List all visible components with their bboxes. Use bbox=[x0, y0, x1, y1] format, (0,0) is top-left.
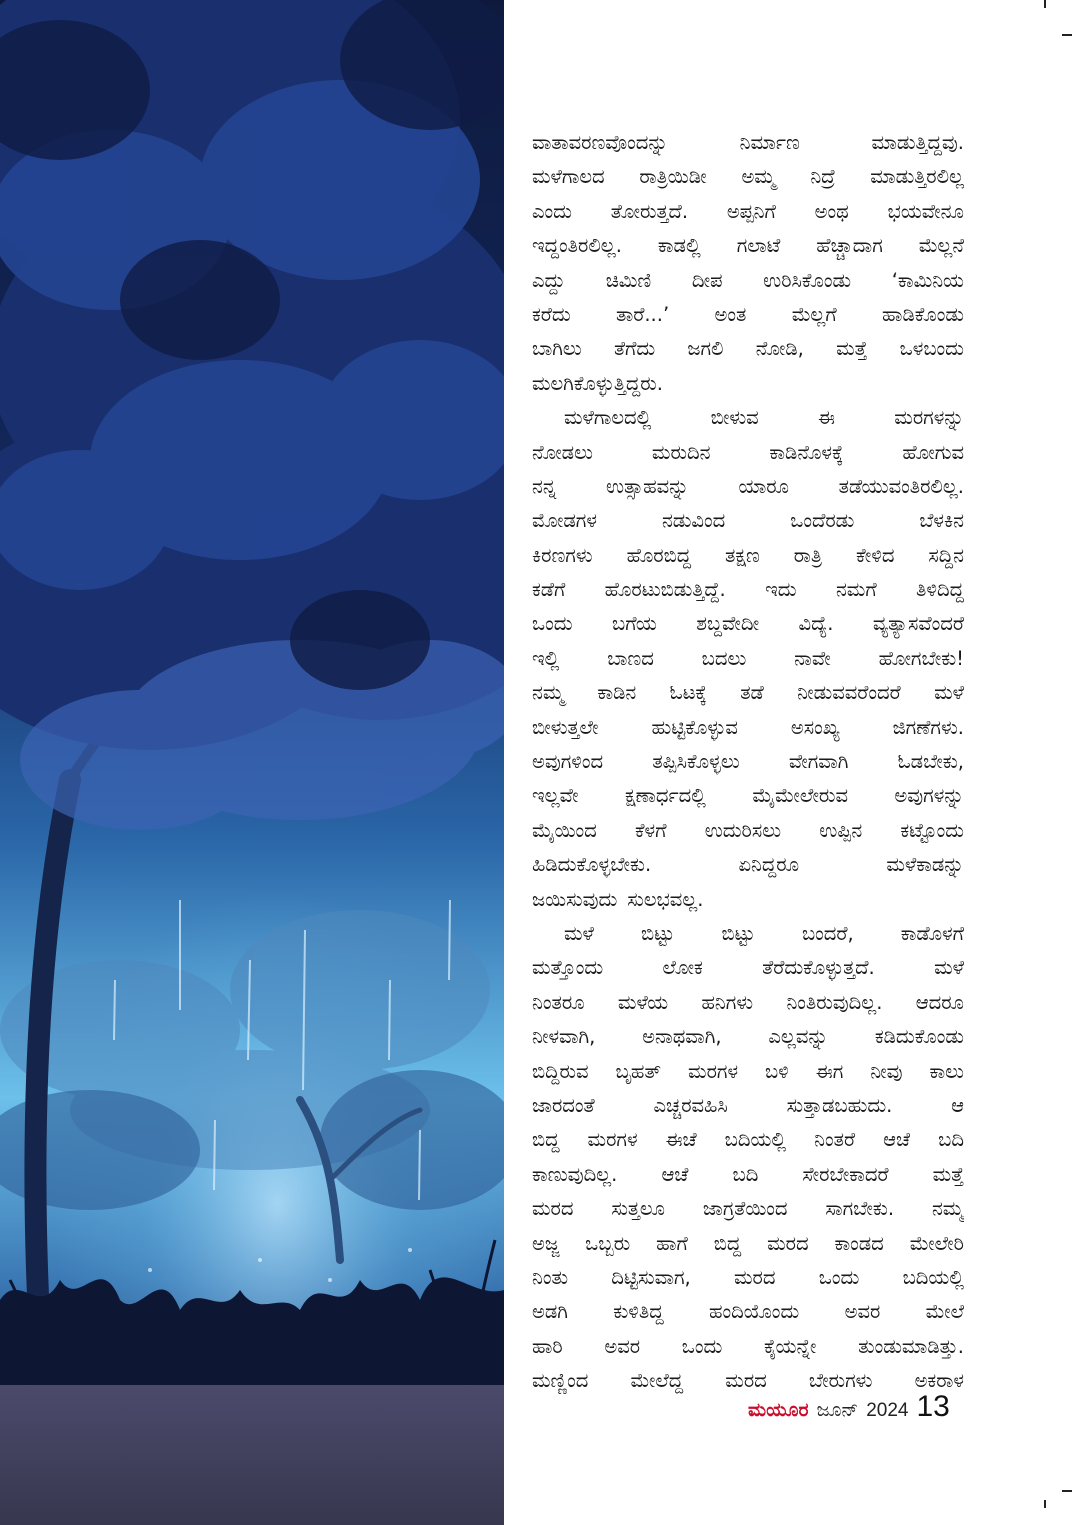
article-word: ಮಲಗಿಕೊಳ್ಳುತ್ತಿದ್ದರು. bbox=[532, 371, 663, 395]
article-word: ಮರಗಳನ್ನು bbox=[894, 406, 964, 430]
article-word: ಹೋಗಬೇಕು! bbox=[878, 646, 964, 670]
article-line bbox=[532, 676, 964, 710]
article-line bbox=[532, 298, 964, 332]
article-word: ಅಂತ bbox=[714, 302, 747, 326]
article-word: ನೀವು bbox=[870, 1059, 903, 1083]
article-word: ಬಿದ್ದಿರುವ bbox=[532, 1059, 589, 1083]
article-word: ಬದಲು bbox=[701, 646, 747, 670]
article-word: ಗಲಾಟೆ bbox=[736, 234, 781, 258]
article-word: ಕೆಳಗೆ bbox=[635, 818, 667, 842]
article-word: ಹಾಗೆ bbox=[656, 1231, 688, 1255]
article-word: ಕುಳಿತಿದ್ದ bbox=[613, 1300, 664, 1324]
article-line bbox=[532, 883, 964, 917]
article-word: ಭಯವೇನೂ bbox=[887, 199, 964, 223]
article-word: ನಿಂತಿರುವುದಿಲ್ಲ. bbox=[786, 990, 883, 1014]
article-word: ಸುತ್ತಾಡಬಹುದು. bbox=[786, 1093, 893, 1117]
article-word: ಜಾಗ್ರತೆಯಿಂದ bbox=[702, 1197, 788, 1221]
article-line bbox=[532, 814, 964, 848]
crop-mark-top bbox=[1044, 0, 1046, 8]
article-word: ಜಿಗಣೆಗಳು. bbox=[892, 715, 964, 739]
article-word: ಹಿಡಿದುಕೊಳ್ಳಬೇಕು. bbox=[532, 853, 652, 877]
article-word: ಹೋಗುವ bbox=[902, 440, 964, 464]
article-word: ತಡೆಯುವಂತಿರಲಿಲ್ಲ. bbox=[838, 474, 964, 498]
article-word: ಅವರ bbox=[604, 1334, 641, 1358]
article-word: ಬೀಳುತ್ತಲೇ bbox=[532, 715, 599, 739]
article-word: ಬೀಳುವ bbox=[710, 406, 759, 430]
article-line bbox=[532, 470, 964, 504]
article-word: ತಿಳಿದಿದ್ದ bbox=[916, 578, 964, 602]
article-word: ಒಳಬಂದು bbox=[899, 337, 964, 361]
article-word: ಈ bbox=[818, 406, 835, 430]
article-word: ನಿಂತು bbox=[532, 1265, 569, 1289]
article-word: ಹನಿಗಳು bbox=[701, 990, 754, 1014]
article-word: ಅಡಗಿ bbox=[532, 1300, 568, 1324]
article-line bbox=[532, 367, 964, 401]
article-line bbox=[532, 126, 964, 160]
article-line bbox=[532, 986, 964, 1020]
article-word: ಅವರ bbox=[844, 1300, 881, 1324]
article-line bbox=[532, 401, 964, 435]
article-line bbox=[532, 607, 964, 641]
article-word: ಜಯಿಸುವುದು bbox=[532, 887, 618, 911]
article-word: ಬಿಟ್ಟು bbox=[721, 921, 755, 945]
article-word: ಮೈಮೇಲೇರುವ bbox=[752, 784, 848, 808]
article-word: ಮಾಡುತ್ತಿದ್ದವು. bbox=[871, 131, 964, 154]
article-word: ಬದಿಯಲ್ಲಿ bbox=[902, 1265, 964, 1289]
article-word: ಮಳೆಗಾಲದ bbox=[532, 165, 605, 189]
article-word: ಮತ್ತೆ bbox=[932, 1162, 964, 1186]
crop-mark-bottom bbox=[1044, 1500, 1046, 1508]
article-word: ಮರಗಳ bbox=[688, 1059, 739, 1083]
article-line bbox=[532, 1227, 964, 1261]
article-word: ಎಚ್ಚರವಹಿಸಿ bbox=[653, 1093, 728, 1117]
article-word: ಉತ್ಸಾಹವನ್ನು bbox=[605, 474, 689, 498]
article-word: ಜಗಲಿ bbox=[687, 337, 724, 361]
article-word: ಮತ್ತೊಂದು bbox=[532, 956, 604, 980]
article-line bbox=[532, 264, 964, 298]
article-word: ಆದರೂ bbox=[915, 990, 964, 1014]
article-word: ನಿಂತರೂ bbox=[532, 990, 585, 1014]
article-word: ವಾತಾವರಣವೊಂದನ್ನು bbox=[532, 131, 668, 154]
article-word: ತೆರೆದುಕೊಳ್ಳುತ್ತದೆ. bbox=[762, 956, 875, 980]
article-word: ಒಂದು bbox=[532, 612, 573, 636]
article-word: ನಿಂತರೆ bbox=[814, 1128, 856, 1152]
article-word: ಯಾರೂ bbox=[738, 474, 789, 498]
article-word: ಕೇಳಿದ bbox=[856, 543, 895, 567]
article-word: ಬೆಳಕಿನ bbox=[919, 509, 964, 533]
article-word: ನಿದ್ರೆ bbox=[810, 165, 836, 189]
article-line bbox=[532, 1089, 964, 1123]
article-word: ಮರದ bbox=[734, 1265, 776, 1289]
article-word: ಬದಿ bbox=[938, 1128, 964, 1152]
article-word: ತೋರುತ್ತದೆ. bbox=[610, 199, 689, 223]
article-word: ಇದು bbox=[765, 578, 797, 602]
article-word: ತಕ್ಷಣ bbox=[725, 543, 760, 567]
article-line bbox=[532, 229, 964, 263]
article-line bbox=[532, 1192, 964, 1226]
article-word: ಬಳಿ bbox=[764, 1059, 789, 1083]
article-line bbox=[532, 917, 964, 951]
article-body bbox=[532, 126, 964, 1398]
article-word: ವಿದ್ಯೆ. bbox=[798, 612, 834, 636]
article-word: ಎಲ್ಲವನ್ನು bbox=[768, 1025, 829, 1049]
article-line bbox=[532, 195, 964, 229]
article-word: ಮೈಯಿಂದ bbox=[532, 818, 597, 842]
article-line bbox=[532, 332, 964, 366]
page-footer bbox=[748, 1390, 968, 1430]
article-word: ಉದುರಿಸಲು bbox=[704, 818, 782, 842]
article-line bbox=[532, 160, 964, 194]
article-word: ನಿರ್ಮಾಣ bbox=[739, 131, 800, 154]
article-word: ಬಂದರೆ, bbox=[801, 921, 854, 945]
article-word: ಬಗೆಯ bbox=[612, 612, 657, 636]
article-word: ಜಾರದಂತೆ bbox=[532, 1093, 595, 1117]
article-word: ಅಸಂಖ್ಯ bbox=[790, 715, 840, 739]
article-word: ಮೆಲ್ಲನೆ bbox=[918, 234, 964, 258]
article-word: ಕೈಯನ್ನೇ bbox=[764, 1334, 817, 1358]
article-word: ಆ bbox=[951, 1093, 964, 1117]
article-word: ಸಾಗಬೇಕು. bbox=[825, 1197, 895, 1221]
article-word: ಬಾಣದ bbox=[607, 646, 654, 670]
article-word: ಆಚೆ bbox=[883, 1128, 911, 1152]
article-word: ಮಾಡುತ್ತಿರಲಿಲ್ಲ bbox=[870, 165, 964, 189]
article-word: ಮಳೆ bbox=[564, 921, 594, 945]
article-word: ಕಾಲು bbox=[929, 1059, 964, 1083]
article-word: ಕಡೆಗೆ bbox=[532, 578, 566, 602]
article-word: ನಮ್ಮ bbox=[532, 681, 565, 705]
article-word: ಕಾಂಡದ bbox=[834, 1231, 884, 1255]
crop-mark-right-bottom bbox=[1062, 1490, 1072, 1492]
article-word: ಹೊರಬಿದ್ದ bbox=[626, 543, 692, 567]
article-word: ಹಾಡಿಕೊಂಡು bbox=[882, 302, 964, 326]
article-word: ಬದಿಯಲ್ಲಿ bbox=[724, 1128, 787, 1152]
article-word: ಸುತ್ತಲೂ bbox=[611, 1197, 665, 1221]
article-word: ಮೆಲ್ಲಗೆ bbox=[791, 302, 837, 326]
article-word: ತಾರೆ...’ bbox=[616, 302, 670, 326]
article-word: ಮಳೆ bbox=[934, 956, 964, 980]
article-word: ಮತ್ತೆ bbox=[836, 337, 868, 361]
article-word: ನಾವೇ bbox=[794, 646, 831, 670]
article-word: ಒಂದು bbox=[818, 1265, 860, 1289]
article-word: ಮರದ bbox=[725, 1369, 767, 1393]
article-word: ಕಡಿದುಕೊಂಡು bbox=[874, 1025, 964, 1049]
article-word: ಮರದ bbox=[767, 1231, 809, 1255]
article-word: ಅಜ್ಜ bbox=[532, 1231, 560, 1255]
article-word: ಅಕರಾಳ bbox=[914, 1369, 964, 1393]
article-word: ಹಂದಿಯೊಂದು bbox=[708, 1300, 800, 1324]
article-word: ಮೋಡಗಳ bbox=[532, 509, 597, 533]
article-word: ವೇಗವಾಗಿ bbox=[788, 750, 849, 774]
article-line bbox=[532, 745, 964, 779]
article-word: ಬಿಟ್ಟು bbox=[640, 921, 675, 945]
article-word: ಇಲ್ಲಿ bbox=[532, 646, 560, 670]
article-line bbox=[532, 539, 964, 573]
article-word: ಮರುದಿನ bbox=[651, 440, 711, 464]
article-word: ನೀಳವಾಗಿ, bbox=[532, 1025, 596, 1049]
article-word: ಸುಲಭವಲ್ಲ. bbox=[627, 887, 704, 911]
article-word: ಬದಿ bbox=[732, 1162, 759, 1186]
article-word: ಅಪ್ಪನಿಗೆ bbox=[726, 199, 776, 223]
article-word: ಮಳೆಗಾಲದಲ್ಲಿ bbox=[564, 406, 652, 430]
article-word: ಈಗ bbox=[815, 1059, 844, 1083]
article-line bbox=[532, 642, 964, 676]
crop-mark-right-top bbox=[1062, 34, 1072, 36]
article-word: ಚಿಮಿಣಿ bbox=[605, 268, 652, 292]
article-word: ಮೇಲೆ bbox=[925, 1300, 964, 1324]
article-word: ಮಣ್ಣಿಂದ bbox=[532, 1369, 589, 1393]
article-word: ಕಾಡೊಳಗೆ bbox=[900, 921, 964, 945]
article-word: ಕಾಡಲ್ಲಿ bbox=[657, 234, 701, 258]
article-word: ನೀಡುವವರೆಂದರೆ bbox=[797, 681, 901, 705]
article-line bbox=[532, 1123, 964, 1157]
article-word: ಹೆಚ್ಚಾದಾಗ bbox=[816, 234, 883, 258]
article-word: ಹುಟ್ಟಿಕೊಳ್ಳುವ bbox=[651, 715, 738, 739]
issue-month: ಜೂನ್ bbox=[816, 1399, 859, 1421]
article-word: ಎಂದು bbox=[532, 199, 572, 223]
article-word: ದಿಟ್ಟಿಸುವಾಗ, bbox=[611, 1265, 691, 1289]
article-word: ಹಾರಿ bbox=[532, 1334, 563, 1358]
article-word: ಓಟಕ್ಕೆ bbox=[669, 681, 707, 705]
article-word: ಬಾಗಿಲು bbox=[532, 337, 582, 361]
article-word: ಬೇರುಗಳು bbox=[808, 1369, 873, 1393]
article-word: ಉರಿಸಿಕೊಂಡು bbox=[763, 268, 852, 292]
article-word: ರಾತ್ರಿ bbox=[793, 543, 823, 567]
article-word: ನನ್ನ bbox=[532, 474, 557, 498]
article-word: ಏನಿದ್ದರೂ bbox=[738, 853, 800, 877]
article-word: ಮೇಲೆದ್ದ bbox=[630, 1369, 684, 1393]
article-word: ನಮಗೆ bbox=[835, 578, 877, 602]
article-line bbox=[532, 1295, 964, 1329]
article-word: ತಡೆ bbox=[740, 681, 764, 705]
article-word: ಕಿರಣಗಳು bbox=[532, 543, 593, 567]
article-word: ಕಟ್ಟೊಂದು bbox=[900, 818, 964, 842]
article-line bbox=[532, 779, 964, 813]
article-word: ನಡುವಿಂದ bbox=[661, 509, 726, 533]
article-line bbox=[532, 1330, 964, 1364]
article-word: ಬೃಹತ್ bbox=[615, 1059, 662, 1083]
article-word: ಹೊರಟುಬಿಡುತ್ತಿದ್ದೆ. bbox=[604, 578, 726, 602]
article-line bbox=[532, 1020, 964, 1054]
article-word: ಒಂದು bbox=[681, 1334, 723, 1358]
article-word: ಆಚೆ bbox=[661, 1162, 689, 1186]
article-word: ಕರೆದು bbox=[532, 302, 571, 326]
article-word: ಬಿದ್ದ bbox=[713, 1231, 742, 1255]
article-word: ಸದ್ದಿನ bbox=[928, 543, 964, 567]
article-word: ಕಾಡಿನೊಳಕ್ಕೆ bbox=[769, 440, 844, 464]
article-word: ತಪ್ಪಿಸಿಕೊಳ್ಳಲು bbox=[652, 750, 740, 774]
article-word: ‘ಕಾಮಿನಿಯ bbox=[891, 268, 964, 292]
article-word: ದೀಪ bbox=[691, 268, 723, 292]
article-word: ಒಂದೆರಡು bbox=[790, 509, 855, 533]
article-word: ಮರದ bbox=[532, 1197, 574, 1221]
article-word: ಕಾಡಿನ bbox=[597, 681, 637, 705]
page-number: 13 bbox=[916, 1390, 950, 1423]
article-word: ಲೋಕ bbox=[662, 956, 703, 980]
article-word: ಅಂಥ bbox=[814, 199, 849, 223]
article-word: ಮರಗಳ bbox=[587, 1128, 638, 1152]
article-word: ಮಳೆಯ bbox=[617, 990, 669, 1014]
article-word: ಅವುಗಳಿಂದ bbox=[532, 750, 604, 774]
article-word: ರಾತ್ರಿಯಿಡೀ bbox=[639, 165, 707, 189]
article-word: ಉಪ್ಪಿನ bbox=[819, 818, 863, 842]
magazine-brand: ಮಯೂರ bbox=[748, 1399, 809, 1421]
article-line bbox=[532, 951, 964, 985]
article-line bbox=[532, 848, 964, 882]
article-word: ಎದ್ದು bbox=[532, 268, 566, 292]
article-word: ಮಳೆಕಾಡನ್ನು bbox=[886, 853, 964, 877]
article-word: ಅನಾಥವಾಗಿ, bbox=[642, 1025, 722, 1049]
article-word: ಕಾಣುವುದಿಲ್ಲ. bbox=[532, 1162, 618, 1186]
issue-year: 2024 bbox=[866, 1400, 909, 1421]
article-word: ಈಚೆ bbox=[665, 1128, 697, 1152]
article-word: ಬಿದ್ದ bbox=[532, 1128, 560, 1152]
article-word: ಮೇಲೇರಿ bbox=[909, 1231, 964, 1255]
article-word: ಅಮ್ಮ bbox=[741, 165, 776, 189]
article-word: ಇದ್ದಂತಿರಲಿಲ್ಲ. bbox=[532, 234, 622, 258]
article-line bbox=[532, 573, 964, 607]
article-word: ಇಲ್ಲವೇ bbox=[532, 784, 579, 808]
article-line bbox=[532, 1158, 964, 1192]
article-word: ಮಳೆ bbox=[934, 681, 964, 705]
article-word: ವ್ಯತ್ಯಾಸವೆಂದರೆ bbox=[872, 612, 964, 636]
article-line bbox=[532, 1261, 964, 1295]
forest-illustration bbox=[0, 0, 504, 1525]
article-line bbox=[532, 504, 964, 538]
article-word: ಅವುಗಳನ್ನು bbox=[894, 784, 964, 808]
article-word: ತುಂಡುಮಾಡಿತ್ತು. bbox=[858, 1334, 964, 1358]
article-line bbox=[532, 711, 964, 745]
article-word: ಶಬ್ದವೇದೀ bbox=[696, 612, 760, 636]
article-line bbox=[532, 436, 964, 470]
article-line bbox=[532, 1055, 964, 1089]
article-word: ಕ್ಷಣಾರ್ಧದಲ್ಲಿ bbox=[625, 784, 706, 808]
article-word: ನೋಡಿ, bbox=[755, 337, 804, 361]
article-word: ಒಬ್ಬರು bbox=[585, 1231, 631, 1255]
article-word: ತೆಗೆದು bbox=[613, 337, 656, 361]
article-word: ನಮ್ಮ bbox=[931, 1197, 964, 1221]
article-word: ನೋಡಲು bbox=[532, 440, 593, 464]
article-word: ಸೇರಬೇಕಾದರೆ bbox=[802, 1162, 889, 1186]
rain-forest-image bbox=[0, 0, 504, 1525]
article-word: ಓಡಬೇಕು, bbox=[897, 750, 964, 774]
